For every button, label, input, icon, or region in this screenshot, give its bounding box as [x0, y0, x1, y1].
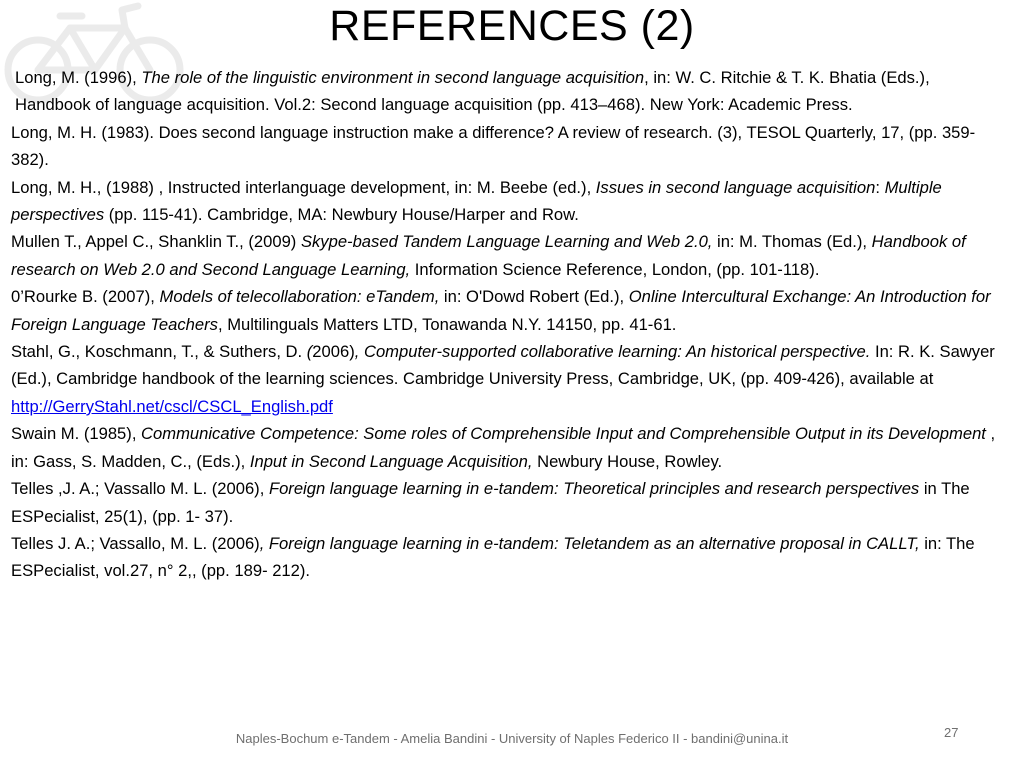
reference-title-italic: Communicative Competence: Some roles of Comprehensible Input and Comprehensible Output in its Development	[141, 424, 986, 444]
reference-entry	[11, 174, 1001, 229]
reference-text: in: M. Thomas (Ed.),	[712, 232, 872, 252]
reference-text: in: The ESPecialist, vol.27, n° 2,, (pp. 189- 212).	[11, 533, 975, 581]
reference-entry	[11, 283, 1001, 338]
reference-title-italic: The role of the linguistic environment in second language acquisition	[141, 68, 645, 87]
reference-text: Mullen T., Appel C., Shanklin T., (2009)	[11, 232, 301, 252]
reference-text: Long, M. (1996),	[15, 68, 142, 87]
reference-entry	[11, 338, 1001, 420]
reference-text: , in: Gass, S. Madden, C., (Eds.),	[11, 424, 996, 471]
reference-text: Telles J. A.; Vassallo, M. L. (2006)	[11, 533, 260, 553]
reference-link[interactable]: http://GerryStahl.net/cscl/CSCL_English.pdf	[11, 396, 333, 416]
reference-text: Newbury House, Rowley.	[532, 451, 723, 471]
reference-text: , Multilinguals Matters LTD, Tonawanda N.Y. 14150, pp. 41-61.	[217, 314, 677, 334]
slide-footer: Naples-Bochum e-Tandem - Amelia Bandini - University of Naples Federico II - bandini@unina.it	[235, 731, 789, 746]
reference-entry	[11, 119, 1001, 174]
reference-title-italic: Online Intercultural Exchange: An Introduction for Foreign Language Teachers	[11, 287, 991, 334]
reference-title-italic: Handbook of research on Web 2.0 and Second Language Learning,	[11, 232, 966, 279]
reference-text: in: O'Dowd Robert (Ed.),	[439, 287, 629, 307]
reference-text: 2006)	[312, 342, 355, 362]
reference-text: in The ESPecialist, 25(1), (pp. 1- 37).	[11, 479, 970, 526]
reference-title-italic: Input in Second Language Acquisition,	[249, 451, 533, 471]
reference-text: Swain M. (1985),	[11, 424, 142, 444]
reference-title-italic: (	[306, 342, 313, 362]
reference-title-italic: Multiple perspectives	[11, 177, 942, 225]
reference-entry	[11, 228, 1001, 283]
reference-text: :	[875, 177, 885, 197]
reference-text: 0’Rourke B. (2007),	[11, 287, 160, 307]
reference-text: Telles ,J. A.; Vassallo M. L. (2006),	[11, 479, 269, 499]
reference-text: Long, M. H., (1988) , Instructed interlanguage development, in: M. Beebe (ed.),	[11, 177, 596, 197]
reference-entry	[11, 420, 1001, 475]
reference-text: (pp. 115-41). Cambridge, MA: Newbury House/Harper and Row.	[104, 205, 579, 225]
reference-text: Long, M. H. (1983). Does second language instruction make a difference? A review of research. (3), TESOL Quarterly, 17, (pp. 359-382).	[11, 122, 976, 170]
reference-entry	[11, 475, 1001, 530]
reference-entry	[11, 64, 1001, 119]
reference-title-italic: , Foreign language learning in e-tandem: Teletandem as an alternative proposal in CALLT,	[259, 533, 920, 553]
reference-text: , in: W. C. Ritchie & T. K. Bhatia (Eds.), Handbook of language acquisition. Vol.2: Second language acquisition (pp. 413–468). New York: Academic Press.	[15, 68, 930, 115]
reference-title-italic: , Computer-supported collaborative learning: An historical perspective.	[354, 342, 871, 362]
reference-title-italic: Foreign language learning in e-tandem: Theoretical principles and research perspectives	[268, 479, 920, 499]
reference-entry	[11, 530, 1001, 585]
page-number: 27	[944, 725, 959, 740]
reference-text: Information Science Reference, London, (pp. 101-118).	[410, 259, 820, 279]
slide-title: REFERENCES (2)	[329, 2, 695, 50]
reference-title-italic: Skype-based Tandem Language Learning and Web 2.0,	[300, 232, 713, 252]
references-list	[11, 64, 1001, 585]
reference-title-italic: Issues in second language acquisition	[595, 177, 876, 197]
reference-text: Stahl, G., Koschmann, T., & Suthers, D.	[11, 342, 307, 362]
reference-title-italic: Models of telecollaboration: eTandem,	[159, 287, 440, 307]
reference-text: In: R. K. Sawyer (Ed.), Cambridge handbook of the learning sciences. Cambridge University Press, Cambridge, UK, (pp. 409-426), available at	[11, 342, 995, 389]
